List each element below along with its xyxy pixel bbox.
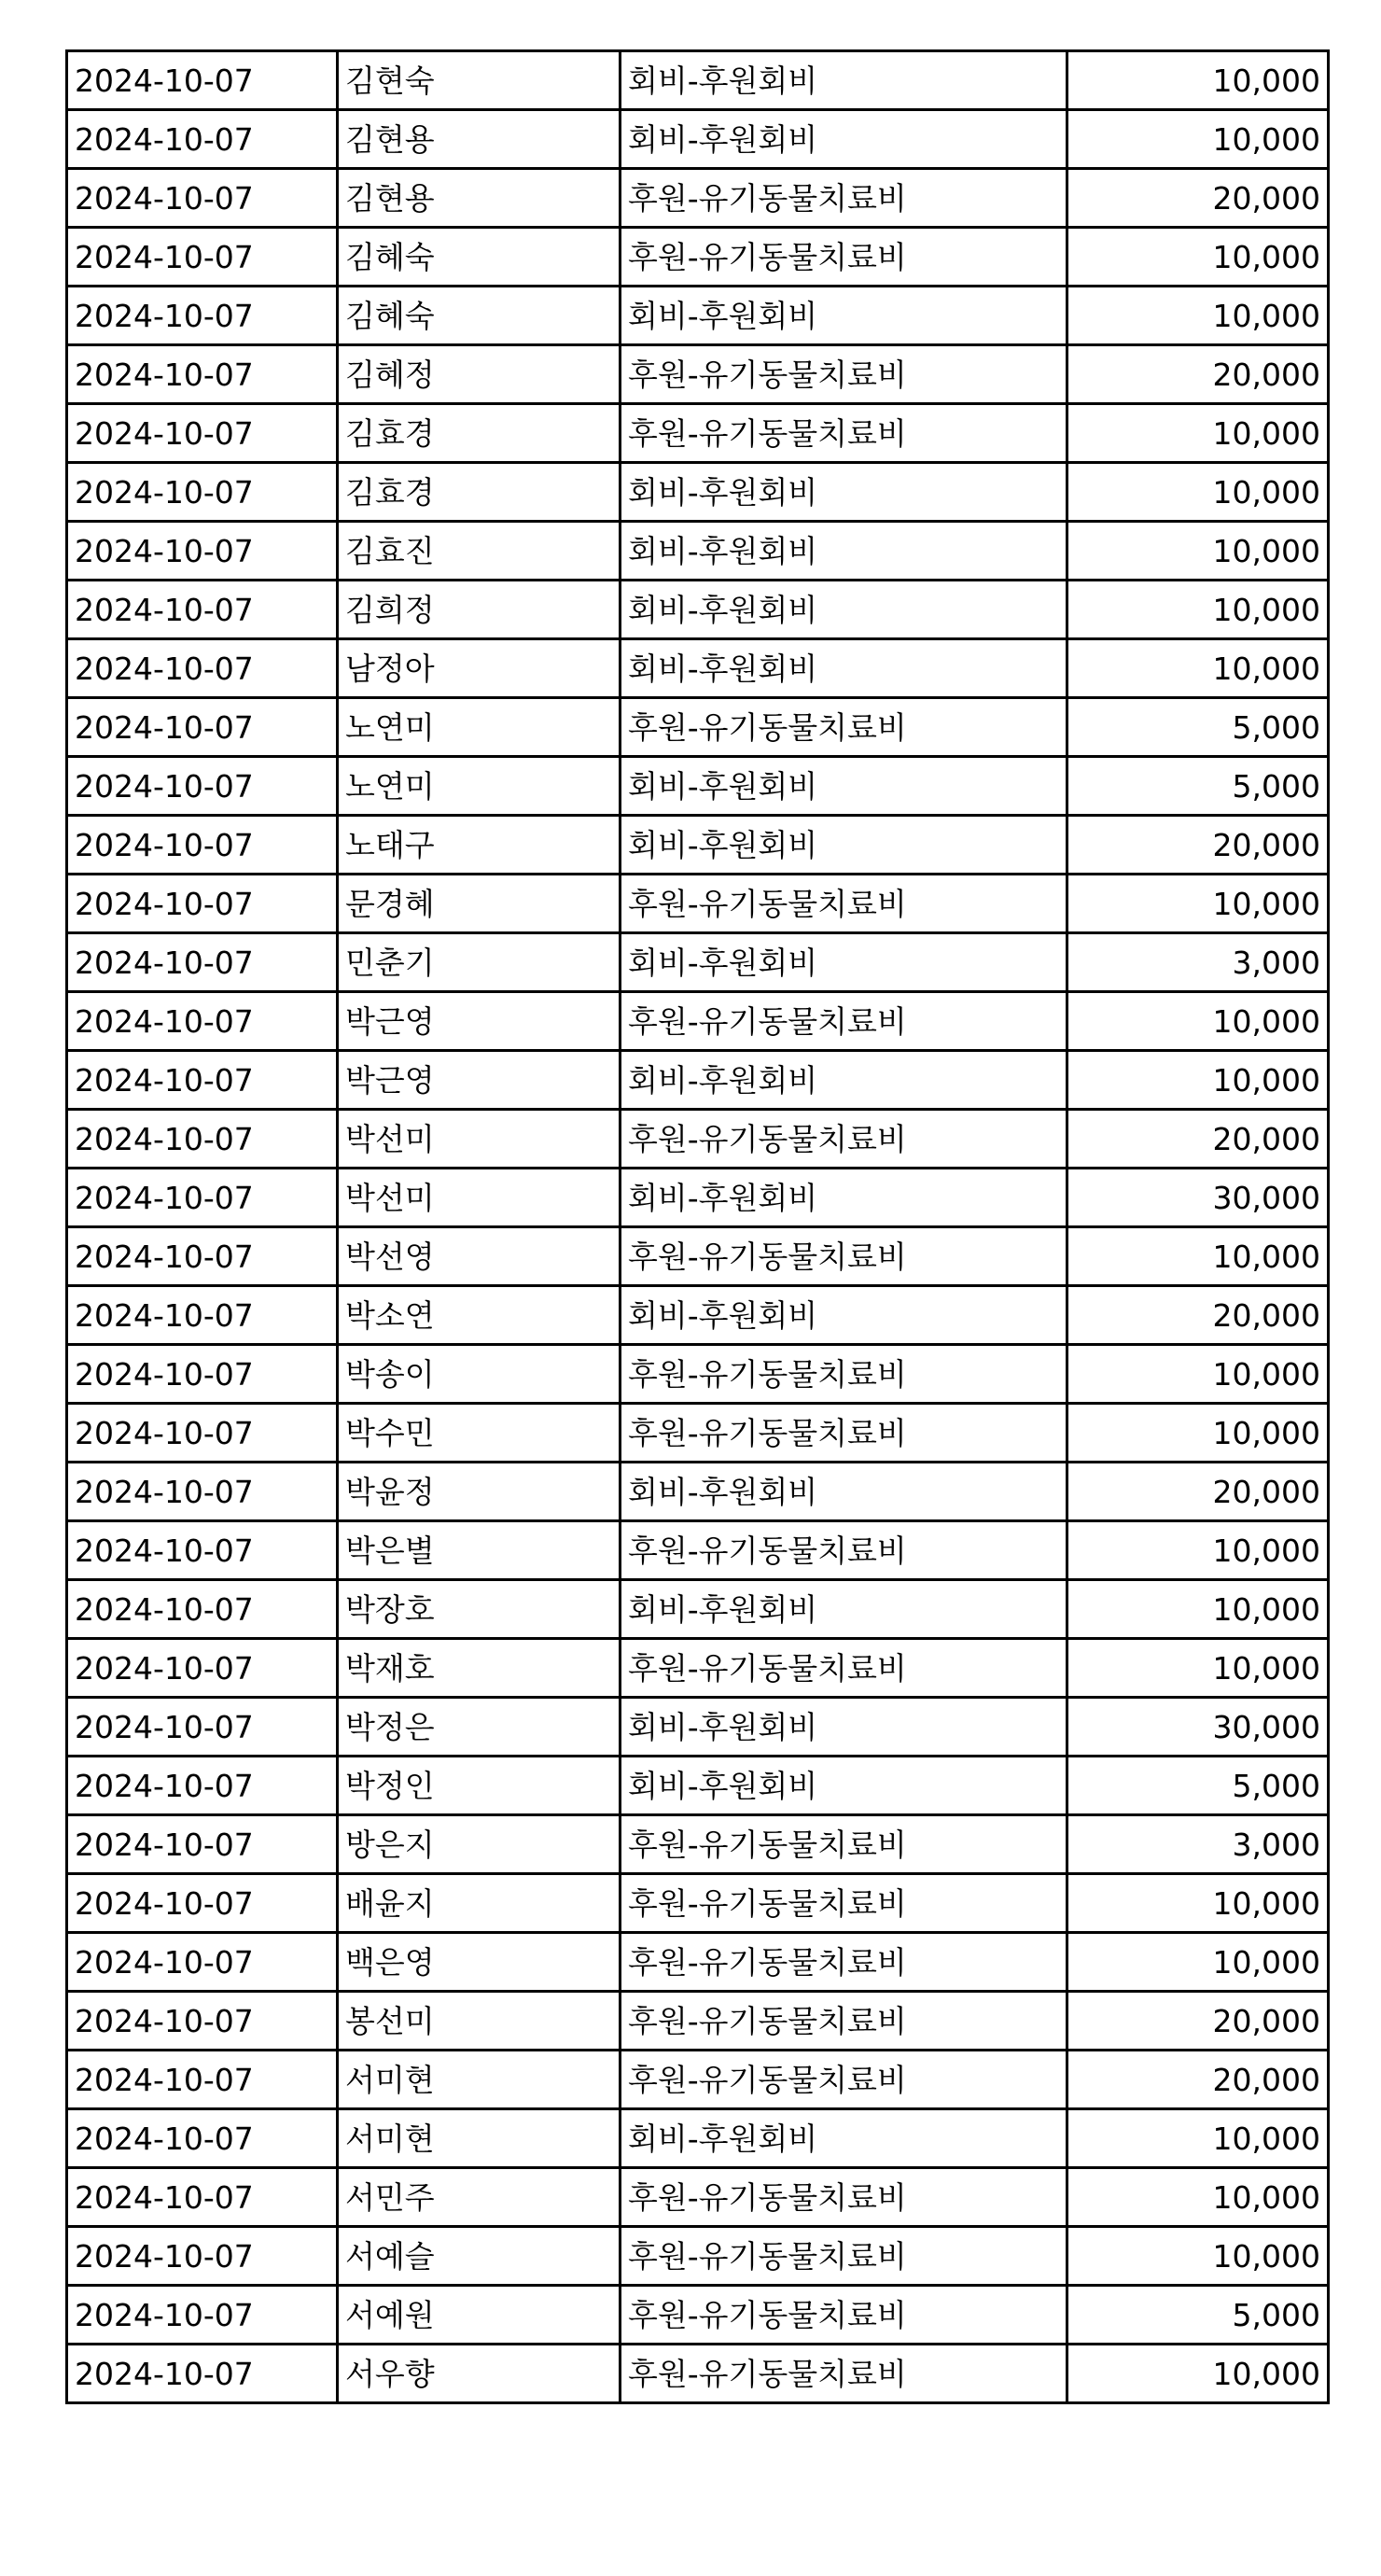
table-row xyxy=(67,1874,1329,1933)
date-cell: 2024-10-07 xyxy=(67,2168,338,2227)
category-cell: 회비-후원회비 xyxy=(621,933,1067,992)
category-cell: 회비-후원회비 xyxy=(621,581,1067,639)
category-cell: 후원-유기동물치료비 xyxy=(621,2345,1067,2403)
amount-cell: 10,000 xyxy=(1067,2168,1329,2227)
name-cell: 박근영 xyxy=(338,1051,621,1110)
date-cell: 2024-10-07 xyxy=(67,1580,338,1639)
table-row xyxy=(67,1992,1329,2051)
name-cell: 박선미 xyxy=(338,1169,621,1227)
name-cell: 김혜정 xyxy=(338,345,621,404)
amount-cell: 10,000 xyxy=(1067,1521,1329,1580)
category-cell: 후원-유기동물치료비 xyxy=(621,1110,1067,1169)
amount-cell: 10,000 xyxy=(1067,1345,1329,1404)
date-cell: 2024-10-07 xyxy=(67,1757,338,1815)
amount-cell: 20,000 xyxy=(1067,345,1329,404)
category-cell: 회비-후원회비 xyxy=(621,110,1067,169)
category-cell: 후원-유기동물치료비 xyxy=(621,992,1067,1051)
name-cell: 박선미 xyxy=(338,1110,621,1169)
ledger-body xyxy=(67,51,1329,2403)
date-cell: 2024-10-07 xyxy=(67,2286,338,2345)
table-row xyxy=(67,1051,1329,1110)
name-cell: 김혜숙 xyxy=(338,228,621,287)
table-row xyxy=(67,816,1329,875)
name-cell: 남정아 xyxy=(338,639,621,698)
table-row xyxy=(67,1639,1329,1698)
date-cell: 2024-10-07 xyxy=(67,2227,338,2286)
table-row xyxy=(67,2345,1329,2403)
table-row xyxy=(67,345,1329,404)
name-cell: 김현숙 xyxy=(338,51,621,110)
name-cell: 봉선미 xyxy=(338,1992,621,2051)
name-cell: 박선영 xyxy=(338,1227,621,1286)
donation-ledger-table xyxy=(65,49,1330,2404)
category-cell: 후원-유기동물치료비 xyxy=(621,2286,1067,2345)
category-cell: 회비-후원회비 xyxy=(621,51,1067,110)
date-cell: 2024-10-07 xyxy=(67,1933,338,1992)
table-row xyxy=(67,1933,1329,1992)
category-cell: 회비-후원회비 xyxy=(621,522,1067,581)
date-cell: 2024-10-07 xyxy=(67,463,338,522)
date-cell: 2024-10-07 xyxy=(67,287,338,345)
name-cell: 박윤정 xyxy=(338,1463,621,1521)
amount-cell: 10,000 xyxy=(1067,110,1329,169)
table-row xyxy=(67,2168,1329,2227)
amount-cell: 5,000 xyxy=(1067,2286,1329,2345)
amount-cell: 10,000 xyxy=(1067,2345,1329,2403)
amount-cell: 20,000 xyxy=(1067,816,1329,875)
category-cell: 후원-유기동물치료비 xyxy=(621,1404,1067,1463)
date-cell: 2024-10-07 xyxy=(67,1639,338,1698)
amount-cell: 10,000 xyxy=(1067,404,1329,463)
name-cell: 박근영 xyxy=(338,992,621,1051)
amount-cell: 20,000 xyxy=(1067,1463,1329,1521)
name-cell: 배윤지 xyxy=(338,1874,621,1933)
category-cell: 회비-후원회비 xyxy=(621,816,1067,875)
amount-cell: 10,000 xyxy=(1067,228,1329,287)
table-row xyxy=(67,110,1329,169)
table-row xyxy=(67,933,1329,992)
category-cell: 후원-유기동물치료비 xyxy=(621,169,1067,228)
category-cell: 회비-후원회비 xyxy=(621,287,1067,345)
category-cell: 후원-유기동물치료비 xyxy=(621,1815,1067,1874)
category-cell: 후원-유기동물치료비 xyxy=(621,1992,1067,2051)
name-cell: 박송이 xyxy=(338,1345,621,1404)
table-row xyxy=(67,581,1329,639)
category-cell: 회비-후원회비 xyxy=(621,463,1067,522)
date-cell: 2024-10-07 xyxy=(67,1286,338,1345)
amount-cell: 20,000 xyxy=(1067,169,1329,228)
name-cell: 김효진 xyxy=(338,522,621,581)
name-cell: 서예슬 xyxy=(338,2227,621,2286)
amount-cell: 10,000 xyxy=(1067,463,1329,522)
amount-cell: 3,000 xyxy=(1067,933,1329,992)
name-cell: 방은지 xyxy=(338,1815,621,1874)
name-cell: 서민주 xyxy=(338,2168,621,2227)
category-cell: 회비-후원회비 xyxy=(621,757,1067,816)
amount-cell: 10,000 xyxy=(1067,1404,1329,1463)
category-cell: 후원-유기동물치료비 xyxy=(621,2168,1067,2227)
amount-cell: 10,000 xyxy=(1067,2227,1329,2286)
date-cell: 2024-10-07 xyxy=(67,2109,338,2168)
table-row xyxy=(67,698,1329,757)
category-cell: 회비-후원회비 xyxy=(621,1463,1067,1521)
category-cell: 후원-유기동물치료비 xyxy=(621,1874,1067,1933)
date-cell: 2024-10-07 xyxy=(67,2051,338,2109)
category-cell: 후원-유기동물치료비 xyxy=(621,1639,1067,1698)
category-cell: 회비-후원회비 xyxy=(621,1757,1067,1815)
amount-cell: 10,000 xyxy=(1067,287,1329,345)
table-row xyxy=(67,1404,1329,1463)
table-row xyxy=(67,1345,1329,1404)
category-cell: 후원-유기동물치료비 xyxy=(621,1227,1067,1286)
category-cell: 후원-유기동물치료비 xyxy=(621,2051,1067,2109)
amount-cell: 10,000 xyxy=(1067,51,1329,110)
category-cell: 후원-유기동물치료비 xyxy=(621,404,1067,463)
date-cell: 2024-10-07 xyxy=(67,1110,338,1169)
amount-cell: 10,000 xyxy=(1067,1580,1329,1639)
name-cell: 김희정 xyxy=(338,581,621,639)
date-cell: 2024-10-07 xyxy=(67,757,338,816)
name-cell: 김효경 xyxy=(338,463,621,522)
table-row xyxy=(67,228,1329,287)
date-cell: 2024-10-07 xyxy=(67,51,338,110)
category-cell: 회비-후원회비 xyxy=(621,1580,1067,1639)
date-cell: 2024-10-07 xyxy=(67,816,338,875)
table-row xyxy=(67,522,1329,581)
name-cell: 김혜숙 xyxy=(338,287,621,345)
table-row xyxy=(67,1580,1329,1639)
category-cell: 회비-후원회비 xyxy=(621,1698,1067,1757)
date-cell: 2024-10-07 xyxy=(67,404,338,463)
table-row xyxy=(67,287,1329,345)
name-cell: 노연미 xyxy=(338,757,621,816)
amount-cell: 10,000 xyxy=(1067,1227,1329,1286)
date-cell: 2024-10-07 xyxy=(67,875,338,933)
name-cell: 김현용 xyxy=(338,110,621,169)
amount-cell: 5,000 xyxy=(1067,757,1329,816)
amount-cell: 5,000 xyxy=(1067,1757,1329,1815)
date-cell: 2024-10-07 xyxy=(67,1051,338,1110)
date-cell: 2024-10-07 xyxy=(67,1404,338,1463)
table-row xyxy=(67,463,1329,522)
date-cell: 2024-10-07 xyxy=(67,1521,338,1580)
name-cell: 박정은 xyxy=(338,1698,621,1757)
table-row xyxy=(67,169,1329,228)
table-row xyxy=(67,757,1329,816)
name-cell: 박은별 xyxy=(338,1521,621,1580)
amount-cell: 30,000 xyxy=(1067,1169,1329,1227)
category-cell: 후원-유기동물치료비 xyxy=(621,2227,1067,2286)
date-cell: 2024-10-07 xyxy=(67,933,338,992)
name-cell: 노태구 xyxy=(338,816,621,875)
category-cell: 후원-유기동물치료비 xyxy=(621,345,1067,404)
name-cell: 김현용 xyxy=(338,169,621,228)
name-cell: 박정인 xyxy=(338,1757,621,1815)
date-cell: 2024-10-07 xyxy=(67,1345,338,1404)
name-cell: 백은영 xyxy=(338,1933,621,1992)
category-cell: 회비-후원회비 xyxy=(621,2109,1067,2168)
table-row xyxy=(67,1286,1329,1345)
category-cell: 후원-유기동물치료비 xyxy=(621,1933,1067,1992)
category-cell: 회비-후원회비 xyxy=(621,639,1067,698)
table-row xyxy=(67,2286,1329,2345)
name-cell: 민춘기 xyxy=(338,933,621,992)
amount-cell: 20,000 xyxy=(1067,1992,1329,2051)
category-cell: 후원-유기동물치료비 xyxy=(621,228,1067,287)
category-cell: 후원-유기동물치료비 xyxy=(621,1345,1067,1404)
amount-cell: 3,000 xyxy=(1067,1815,1329,1874)
table-row xyxy=(67,51,1329,110)
name-cell: 서예원 xyxy=(338,2286,621,2345)
name-cell: 서미현 xyxy=(338,2051,621,2109)
name-cell: 김효경 xyxy=(338,404,621,463)
amount-cell: 20,000 xyxy=(1067,1110,1329,1169)
date-cell: 2024-10-07 xyxy=(67,1169,338,1227)
amount-cell: 10,000 xyxy=(1067,581,1329,639)
table-row xyxy=(67,2109,1329,2168)
table-row xyxy=(67,1521,1329,1580)
table-row xyxy=(67,1815,1329,1874)
date-cell: 2024-10-07 xyxy=(67,1874,338,1933)
date-cell: 2024-10-07 xyxy=(67,345,338,404)
table-row xyxy=(67,2227,1329,2286)
amount-cell: 10,000 xyxy=(1067,1639,1329,1698)
table-row xyxy=(67,404,1329,463)
category-cell: 후원-유기동물치료비 xyxy=(621,875,1067,933)
amount-cell: 20,000 xyxy=(1067,1286,1329,1345)
date-cell: 2024-10-07 xyxy=(67,110,338,169)
amount-cell: 10,000 xyxy=(1067,2109,1329,2168)
table-row xyxy=(67,1169,1329,1227)
date-cell: 2024-10-07 xyxy=(67,992,338,1051)
amount-cell: 10,000 xyxy=(1067,1051,1329,1110)
amount-cell: 10,000 xyxy=(1067,1933,1329,1992)
name-cell: 박장호 xyxy=(338,1580,621,1639)
category-cell: 회비-후원회비 xyxy=(621,1286,1067,1345)
table-row xyxy=(67,1227,1329,1286)
category-cell: 회비-후원회비 xyxy=(621,1169,1067,1227)
amount-cell: 30,000 xyxy=(1067,1698,1329,1757)
amount-cell: 10,000 xyxy=(1067,639,1329,698)
amount-cell: 10,000 xyxy=(1067,875,1329,933)
table-row xyxy=(67,1463,1329,1521)
name-cell: 박수민 xyxy=(338,1404,621,1463)
name-cell: 문경혜 xyxy=(338,875,621,933)
amount-cell: 5,000 xyxy=(1067,698,1329,757)
category-cell: 후원-유기동물치료비 xyxy=(621,1521,1067,1580)
category-cell: 후원-유기동물치료비 xyxy=(621,698,1067,757)
date-cell: 2024-10-07 xyxy=(67,639,338,698)
name-cell: 노연미 xyxy=(338,698,621,757)
name-cell: 서미현 xyxy=(338,2109,621,2168)
table-row xyxy=(67,875,1329,933)
amount-cell: 10,000 xyxy=(1067,992,1329,1051)
table-row xyxy=(67,2051,1329,2109)
table-row xyxy=(67,639,1329,698)
date-cell: 2024-10-07 xyxy=(67,1815,338,1874)
date-cell: 2024-10-07 xyxy=(67,581,338,639)
category-cell: 회비-후원회비 xyxy=(621,1051,1067,1110)
amount-cell: 20,000 xyxy=(1067,2051,1329,2109)
table-row xyxy=(67,992,1329,1051)
amount-cell: 10,000 xyxy=(1067,522,1329,581)
name-cell: 박재호 xyxy=(338,1639,621,1698)
amount-cell: 10,000 xyxy=(1067,1874,1329,1933)
date-cell: 2024-10-07 xyxy=(67,1992,338,2051)
table-row xyxy=(67,1757,1329,1815)
name-cell: 박소연 xyxy=(338,1286,621,1345)
date-cell: 2024-10-07 xyxy=(67,698,338,757)
date-cell: 2024-10-07 xyxy=(67,1463,338,1521)
date-cell: 2024-10-07 xyxy=(67,1698,338,1757)
date-cell: 2024-10-07 xyxy=(67,169,338,228)
table-row xyxy=(67,1698,1329,1757)
date-cell: 2024-10-07 xyxy=(67,1227,338,1286)
date-cell: 2024-10-07 xyxy=(67,522,338,581)
name-cell: 서우향 xyxy=(338,2345,621,2403)
date-cell: 2024-10-07 xyxy=(67,2345,338,2403)
table-row xyxy=(67,1110,1329,1169)
date-cell: 2024-10-07 xyxy=(67,228,338,287)
